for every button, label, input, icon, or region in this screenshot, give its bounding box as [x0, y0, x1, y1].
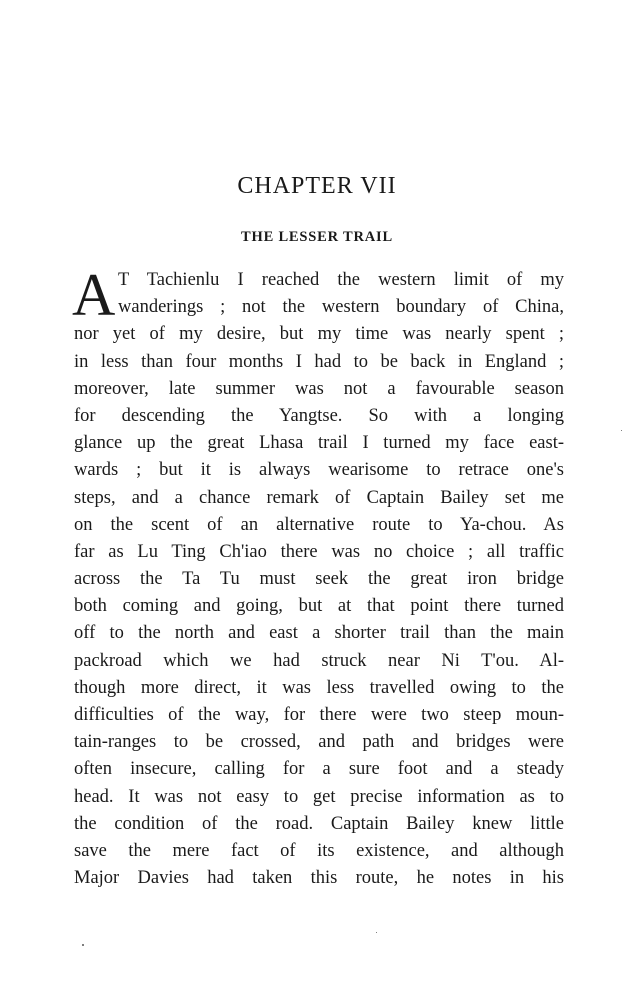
text-line: in less than four months I had to be back in England ;	[74, 351, 564, 372]
scan-speck	[621, 430, 622, 431]
text-line: nor yet of my desire, but my time was nearly spent ;	[74, 324, 564, 345]
body-text	[72, 262, 564, 892]
text-line: across the Ta Tu must seek the great iron bridge	[74, 569, 564, 590]
text-line: tain-ranges to be crossed, and path and bridges were	[74, 732, 564, 753]
chapter-heading: CHAPTER VII	[237, 173, 397, 199]
text-line: glance up the great Lhasa trail I turned my face east-	[74, 433, 564, 454]
text-line: on the scent of an alternative route to Ya-chou. As	[74, 514, 564, 535]
scan-speck	[376, 932, 377, 933]
text-line: though more direct, it was less travelled owing to the	[74, 677, 564, 698]
text-line: often insecure, calling for a sure foot and a steady	[74, 759, 564, 780]
text-line: moreover, late summer was not a favourable season	[74, 378, 564, 399]
text-line: wards ; but it is always wearisome to retrace one's	[74, 460, 564, 481]
text-line: wanderings ; not the western boundary of China,	[118, 297, 564, 318]
text-line: packroad which we had struck near Ni T'ou. Al-	[74, 650, 564, 671]
chapter-subtitle: THE LESSER TRAIL	[241, 229, 393, 245]
drop-cap: A	[72, 262, 116, 328]
text-line: both coming and going, but at that point there turned	[74, 596, 564, 617]
text-line: difficulties of the way, for there were two steep moun-	[74, 705, 564, 725]
text-line: save the mere fact of its existence, and although	[74, 840, 564, 861]
scan-speck	[82, 944, 84, 946]
text-line: for descending the Yangtse. So with a longing	[74, 405, 564, 426]
text-line: the condition of the road. Captain Bailey knew little	[74, 813, 564, 834]
text-line: off to the north and east a shorter trail than the main	[74, 623, 564, 644]
text-line: far as Lu Ting Ch'iao there was no choice ; all traffic	[74, 541, 564, 562]
text-line: T Tachienlu I reached the western limit of my	[118, 270, 564, 290]
text-line: Major Davies had taken this route, he notes in his	[74, 868, 564, 889]
text-line: steps, and a chance remark of Captain Bailey set me	[74, 487, 564, 508]
text-line: head. It was not easy to get precise information as to	[74, 786, 564, 807]
